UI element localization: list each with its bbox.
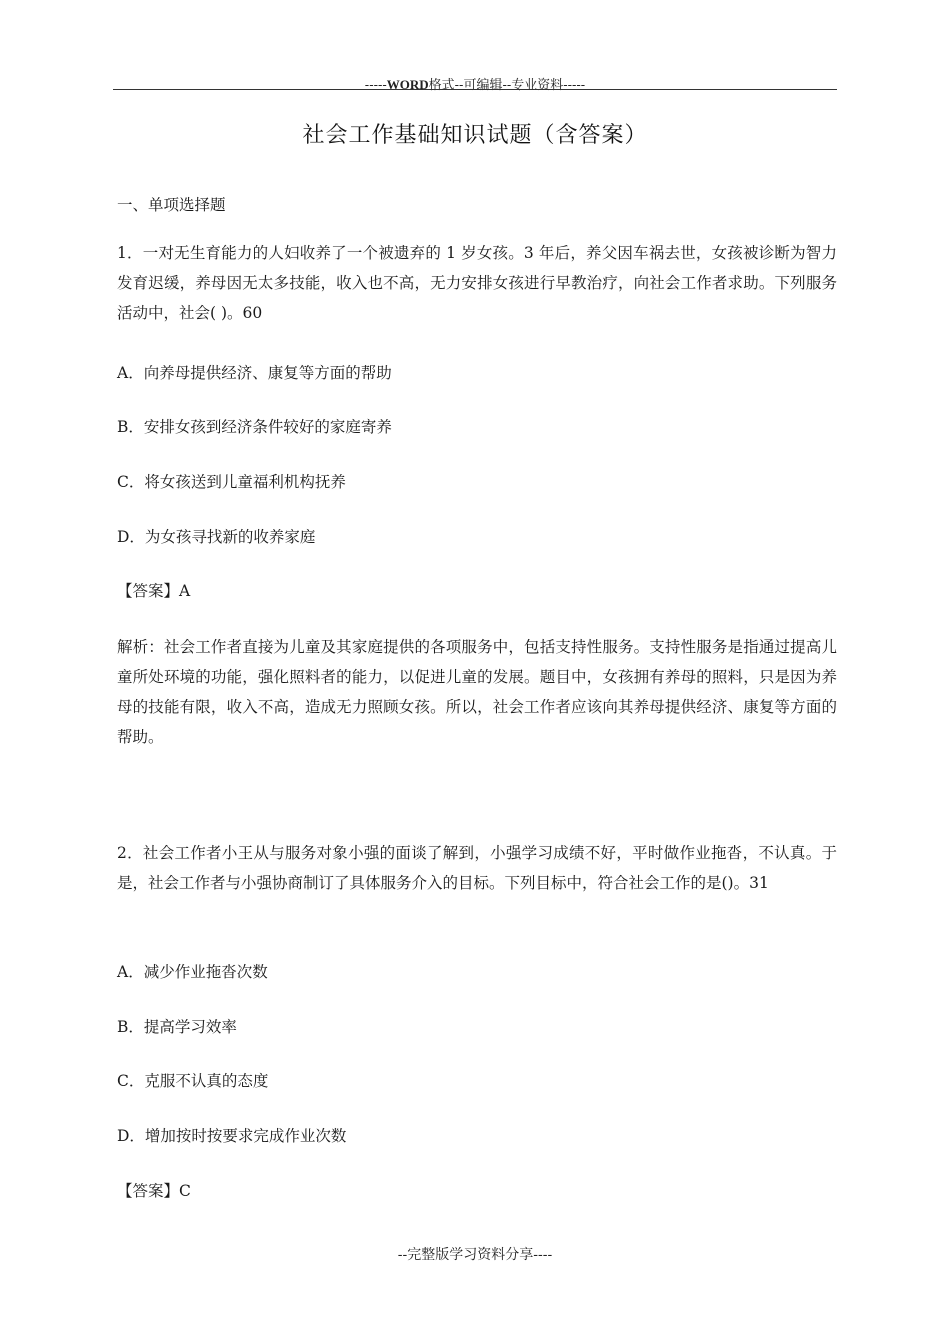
question-2-option-b: B．提高学习效率 xyxy=(117,1018,237,1036)
question-1-option-c: C．将女孩送到儿童福利机构抚养 xyxy=(117,473,346,491)
document-title: 社会工作基础知识试题（含答案） xyxy=(302,123,648,148)
question-1-stem: 1．一对无生育能力的人妇收养了一个被遗弃的 1 岁女孩。3 年后，养父因车祸去世，女孩被诊断为智力发育迟缓，养母因无太多技能，收入也不高，无力安排女孩进行早教治疗，向社会工作者求助。下列服务活动中，社会( )。60 xyxy=(117,244,837,322)
section-heading: 一、单项选择题 xyxy=(117,196,226,214)
page-header xyxy=(0,74,950,93)
header-prefix: ----- xyxy=(364,78,387,93)
question-2-answer: 【答案】C xyxy=(117,1182,191,1200)
question-1-answer: 【答案】A xyxy=(117,582,191,600)
question-1-option-d: D．为女孩寻找新的收养家庭 xyxy=(117,528,316,546)
question-2-option-d: D．增加按时按要求完成作业次数 xyxy=(117,1127,347,1145)
page-footer: --完整版学习资料分享---- xyxy=(397,1247,553,1263)
question-2-option-a: A．减少作业拖沓次数 xyxy=(117,963,268,981)
question-2-option-c: C．克服不认真的态度 xyxy=(117,1072,269,1090)
question-1-option-b: B．安排女孩到经济条件较好的家庭寄养 xyxy=(117,418,392,436)
question-2-stem: 2．社会工作者小王从与服务对象小强的面谈了解到，小强学习成绩不好，平时做作业拖沓，不认真。于是，社会工作者与小强协商制订了具体服务介入的目标。下列目标中，符合社会工作的是()。31 xyxy=(117,844,837,892)
question-1-analysis: 解析：社会工作者直接为儿童及其家庭提供的各项服务中，包括支持性服务。支持性服务是指通过提高儿童所处环境的功能，强化照料者的能力，以促进儿童的发展。题目中，女孩拥有养母的照料，只是因为养母的技能有限，收入不高，造成无力照顾女孩。所以，社会工作者应该向其养母提供经济、康复等方面的帮助。 xyxy=(117,638,837,746)
question-1-option-a: A．向养母提供经济、康复等方面的帮助 xyxy=(117,364,392,382)
header-rest: 格式--可编辑--专业资料----- xyxy=(428,78,586,93)
header-word: WORD xyxy=(386,77,429,92)
header-rule xyxy=(113,89,837,90)
